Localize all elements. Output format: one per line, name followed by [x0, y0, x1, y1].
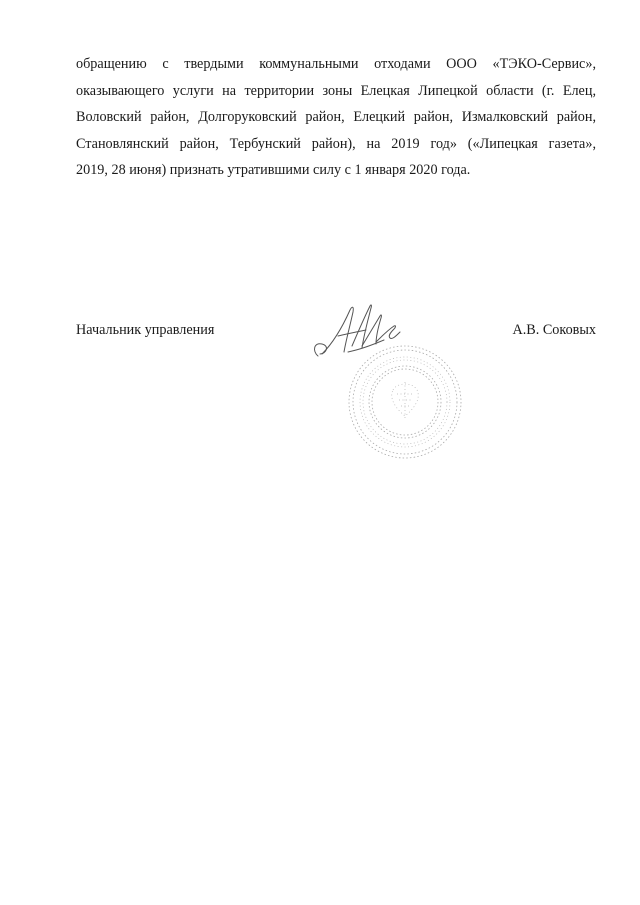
seal-icon: [345, 342, 465, 462]
paragraph-line: оказывающего услуги на территории зоны Елецкая Липецкой области (г. Елец,: [76, 82, 596, 99]
signatory-title: Начальник управления: [76, 322, 215, 338]
paragraph-line: Воловский район, Долгоруковский район, Елецкий район, Измалковский район,: [76, 109, 596, 125]
signatory-name: А.В. Соковых: [512, 322, 596, 338]
paragraph-line: Становлянский район, Тербунский район), на 2019 год» («Липецкая газета»,: [76, 135, 596, 152]
paragraph: [76, 51, 596, 184]
paragraph-line: обращению с твердыми коммунальными отходами ООО «ТЭКО-Сервис»,: [76, 56, 596, 72]
paragraph-line: 2019, 28 июня) признать утратившими силу с 1 января 2020 года.: [76, 162, 471, 178]
